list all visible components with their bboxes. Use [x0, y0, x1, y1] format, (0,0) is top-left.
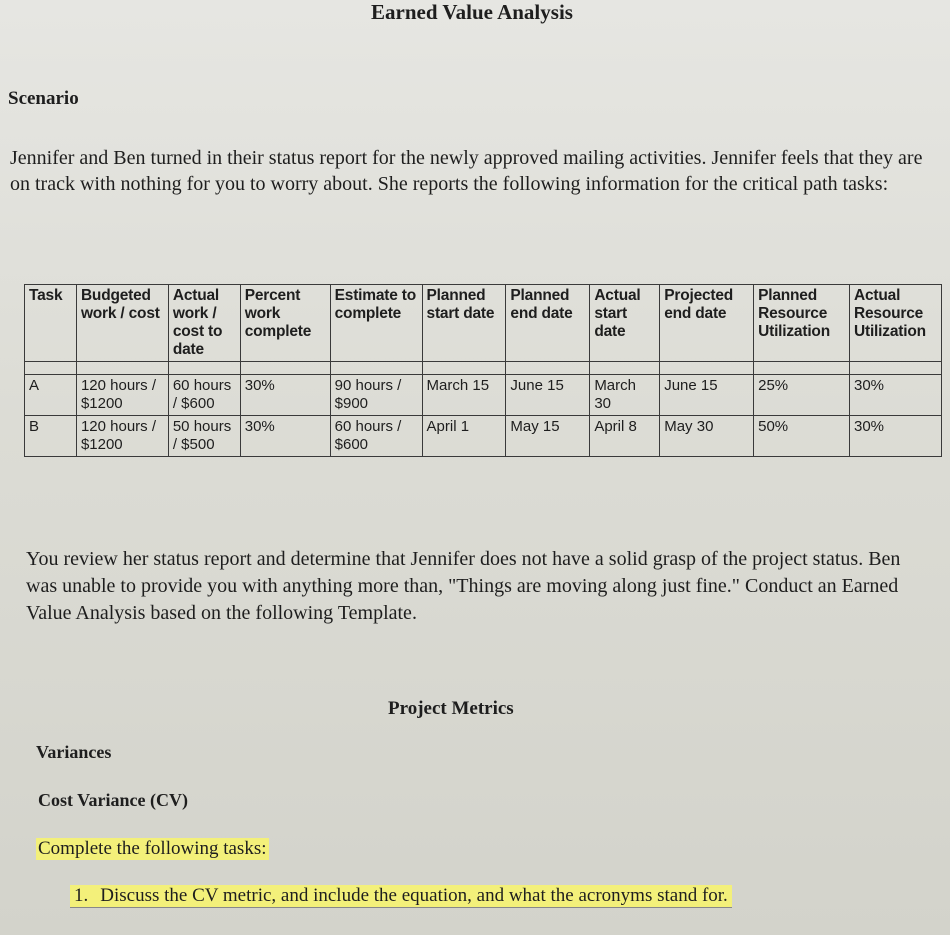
list-item-text: Discuss the CV metric, and include the equation, and what the acronyms stand for.: [100, 885, 728, 906]
header-cell: Projected end date: [660, 285, 754, 362]
table-cell: May 15: [506, 416, 590, 457]
header-cell: Actual start date: [590, 285, 660, 362]
table-cell: 90 hours / $900: [330, 375, 422, 416]
page-title: [0, 0, 950, 25]
table-header-row: [25, 285, 942, 362]
list-item: [70, 885, 732, 908]
table-row: [25, 375, 942, 416]
header-cell: Planned Resource Utilization: [754, 285, 850, 362]
table-cell: April 1: [422, 416, 506, 457]
table-cell: June 15: [660, 375, 754, 416]
table-row: [25, 416, 942, 457]
table-cell: B: [25, 416, 77, 457]
table-cell: 50%: [754, 416, 850, 457]
intro-paragraph: Jennifer and Ben turned in their status report for the newly approved mailing activities. Jennifer feels that they are on track with nothing for you to worry about. She reports the following information for the critical path tasks:: [10, 147, 923, 195]
table-cell: June 15: [506, 375, 590, 416]
header-cell: Task: [25, 285, 77, 362]
table-cell: A: [25, 375, 77, 416]
header-cell: Planned end date: [506, 285, 590, 362]
page-title-text: Earned Value Analysis: [371, 0, 573, 24]
header-cell: Estimate to complete: [330, 285, 422, 362]
project-metrics-heading: Project Metrics: [388, 698, 514, 719]
table-cell: 60 hours / $600: [168, 375, 240, 416]
table-cell: 120 hours / $1200: [76, 375, 168, 416]
table-cell: 30%: [240, 416, 330, 457]
header-cell: Planned start date: [422, 285, 506, 362]
table-cell: April 8: [590, 416, 660, 457]
table-spacer-row: [25, 362, 942, 375]
review-paragraph: You review her status report and determine that Jennifer does not have a solid grasp of the project status. Ben was unable to provide you with anything more than, "Things are moving along just fine." Conduct an Earned Value Analysis based on the following Template.: [26, 548, 901, 624]
table-cell: 30%: [850, 416, 942, 457]
table-cell: 50 hours / $500: [168, 416, 240, 457]
header-cell: Actual Resource Utilization: [850, 285, 942, 362]
list-item-number: 1.: [74, 885, 89, 906]
header-cell: Actual work / cost to date: [168, 285, 240, 362]
table-cell: March 15: [422, 375, 506, 416]
table-cell: 25%: [754, 375, 850, 416]
table-cell: 30%: [240, 375, 330, 416]
table-cell: March 30: [590, 375, 660, 416]
scenario-heading: Scenario: [8, 88, 79, 109]
table-cell: May 30: [660, 416, 754, 457]
task-table: [24, 284, 942, 457]
variances-heading: Variances: [36, 742, 112, 762]
header-cell: Percent work complete: [240, 285, 330, 362]
header-cell: Budgeted work / cost: [76, 285, 168, 362]
table-cell: 30%: [850, 375, 942, 416]
table-cell: 60 hours / $600: [330, 416, 422, 457]
cost-variance-heading: Cost Variance (CV): [38, 790, 188, 810]
table-cell: 120 hours / $1200: [76, 416, 168, 457]
complete-tasks-label: Complete the following tasks:: [38, 838, 267, 859]
